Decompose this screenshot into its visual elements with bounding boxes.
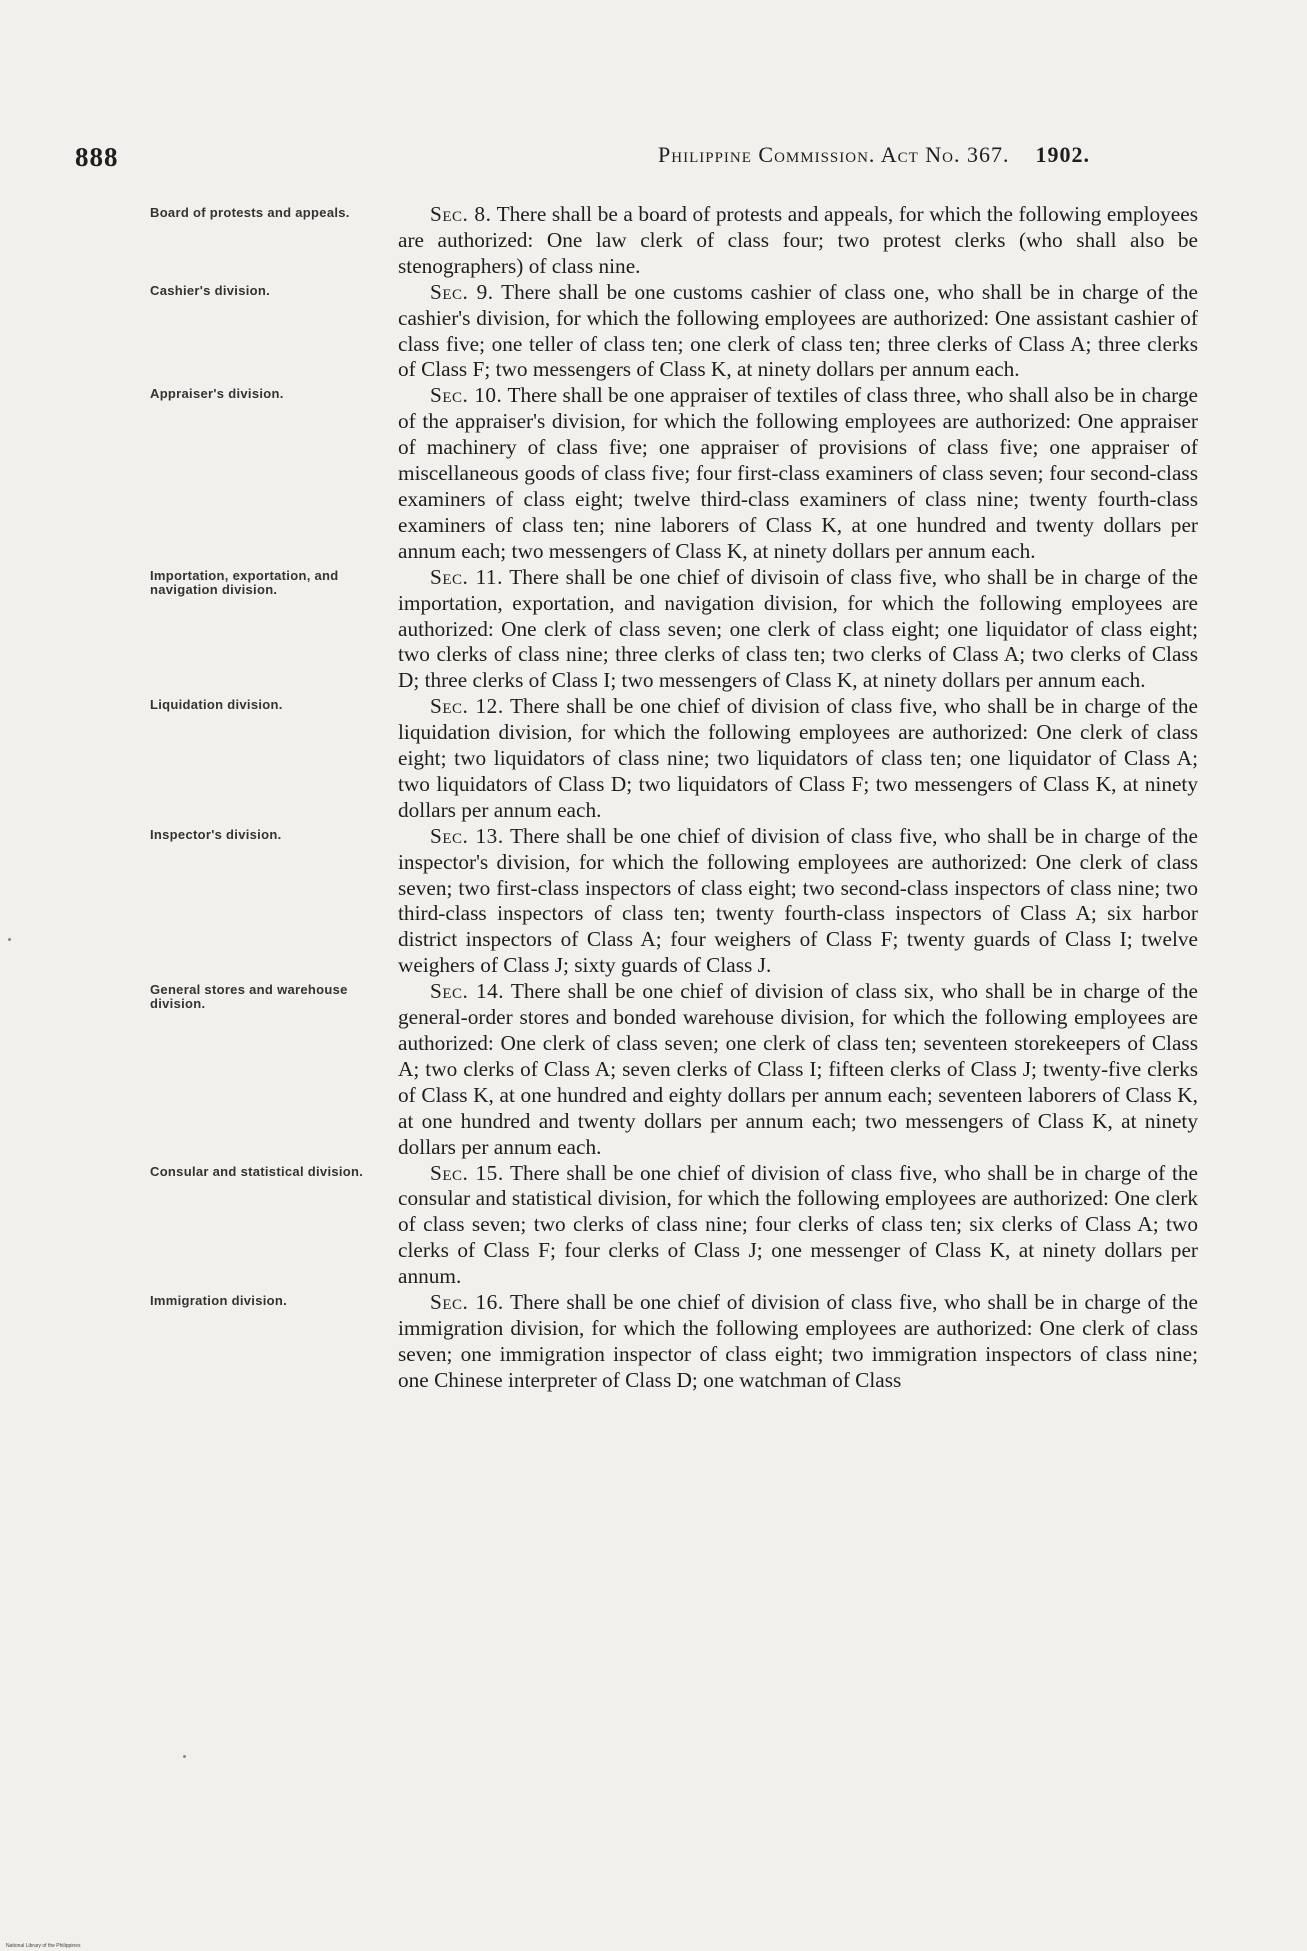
section-text: There shall be one chief of divisoin of class five, who shall be in charge of the importation, exportation, and navigation division, for which the following employees are authorized: One clerk of class seven; one clerk of class eight; one liquidator of class eight; two clerks of class nine; three clerks of class ten; two clerks of Class A; two clerks of Class D; three clerks of Class I; two messengers of Class K, at ninety dollars per annum each. — [398, 564, 1198, 693]
running-head-year: 1902. — [1035, 142, 1090, 167]
section-paragraph — [398, 383, 1198, 564]
section-paragraph — [398, 280, 1198, 384]
section-text: There shall be one customs cashier of class one, who shall be in charge of the cashier's division, for which the following employees are authorized: One assistant cashier of class five; one teller of class ten; one clerk of class ten; three clerks of Class A; three clerks of Class F; two messengers of Class K, at ninety dollars per annum each. — [398, 279, 1198, 382]
section-14 — [0, 979, 1307, 1160]
section-10 — [0, 383, 1307, 564]
section-paragraph — [398, 1161, 1198, 1291]
section-paragraph — [398, 202, 1198, 280]
margin-note: Board of protests and appeals. — [150, 205, 350, 220]
section-13 — [0, 824, 1307, 979]
section-12 — [0, 694, 1307, 824]
margin-note: Appraiser's division. — [150, 386, 284, 402]
section-16 — [0, 1290, 1307, 1394]
document-body — [0, 202, 1307, 1394]
margin-note: General stores and warehouse division. — [150, 982, 348, 1012]
section-11 — [0, 565, 1307, 695]
section-number: Sec. 15. — [430, 1160, 504, 1185]
section-number: Sec. 16. — [430, 1290, 504, 1315]
section-text: There shall be one chief of division of class five, who shall be in charge of the immigration division, for which the following employees are authorized: One clerk of class seven; one immigration inspector of class eight; two immigration inspectors of class nine; one Chinese interpreter of Class D; one watchman of Class — [398, 1290, 1198, 1392]
section-text: There shall be one chief of division of class six, who shall be in charge of the general-order stores and bonded warehouse division, for which the following employees are authorized: One clerk of class seven; one clerk of class ten; seventeen storekeepers of Class A; two clerks of Class A; seven clerks of Class I; fifteen clerks of Class J; twenty-five clerks of Class K, at one hundred and eighty dollars per annum each; seventeen laborers of Class K, at one hundred and twenty dollars per annum each; two messengers of Class K, at ninety dollars per annum each. — [398, 979, 1198, 1159]
section-15 — [0, 1161, 1307, 1291]
section-text: There shall be one chief of division of class five, who shall be in charge of the consular and statistical division, for which the following employees are authorized: One clerk of class seven; two clerks of class nine; four clerks of class ten; six clerks of Class A; two clerks of Class F; four clerks of Class J; one messenger of Class K, at ninety dollars per annum. — [398, 1160, 1198, 1289]
running-head-title: Philippine Commission. Act No. 367. — [658, 142, 1010, 167]
section-text: There shall be one chief of division of class five, who shall be in charge of the liquidation division, for which the following employees are authorized: One clerk of class eight; two liquidators of class nine; two liquidators of class ten; one liquidator of Class A; two liquidators of Class D; two liquidators of Class F; two messengers of Class K, at ninety dollars per annum each. — [398, 694, 1198, 822]
scan-speck — [8, 938, 11, 941]
section-paragraph — [398, 979, 1198, 1160]
section-paragraph — [398, 824, 1198, 979]
section-paragraph — [398, 565, 1198, 695]
section-paragraph — [398, 1290, 1198, 1394]
running-head — [658, 142, 1090, 168]
scan-speck — [183, 1755, 186, 1758]
margin-note: Immigration division. — [150, 1293, 288, 1309]
page-number: 888 — [75, 142, 119, 172]
margin-note: Liquidation division. — [150, 697, 283, 713]
section-text: There shall be a board of protests and appeals, for which the following employees are authorized: One law clerk of class four; two protest clerks (who shall also be stenographers) of class nine. — [398, 202, 1198, 278]
section-number: Sec. 13. — [430, 823, 504, 848]
section-8 — [0, 202, 1307, 280]
section-number: Sec. 12. — [430, 694, 504, 719]
section-9 — [0, 280, 1307, 384]
section-number: Sec. 8. — [430, 202, 492, 226]
margin-note: Consular and statistical division. — [150, 1163, 364, 1179]
section-text: There shall be one appraiser of textiles of class three, who shall also be in charge of the appraiser's division, for which the following employees are authorized: One appraiser of machinery of class five; one appraiser of provisions of class five; one appraiser of miscellaneous goods of class five; four first-class examiners of class seven; four second-class examiners of class eight; twelve third-class examiners of class nine; twenty fourth-class examiners of class ten; nine laborers of Class K, at one hundred and twenty dollars per annum each; two messengers of Class K, at ninety dollars per annum each. — [398, 383, 1198, 563]
section-number: Sec. 10. — [430, 383, 503, 408]
section-paragraph — [398, 694, 1198, 824]
section-number: Sec. 9. — [430, 279, 494, 304]
scan-footer: National Library of the Philippines — [6, 1943, 81, 1949]
section-text: There shall be one chief of division of class five, who shall be in charge of the inspector's division, for which the following employees are authorized: One clerk of class seven; two first-class inspectors of class eight; two second-class inspectors of class nine; two third-class inspectors of class ten; twenty fourth-class inspectors of Class A; six harbor district inspectors of Class A; four weighers of Class F; twenty guards of Class I; twelve weighers of Class J; sixty guards of Class J. — [398, 823, 1198, 978]
page-header — [75, 142, 1090, 182]
margin-note: Cashier's division. — [150, 282, 271, 298]
section-number: Sec. 11. — [430, 564, 503, 589]
margin-note: Importation, exportation, and navigation division. — [150, 567, 339, 597]
section-number: Sec. 14. — [430, 979, 505, 1004]
margin-note: Inspector's division. — [150, 826, 282, 842]
